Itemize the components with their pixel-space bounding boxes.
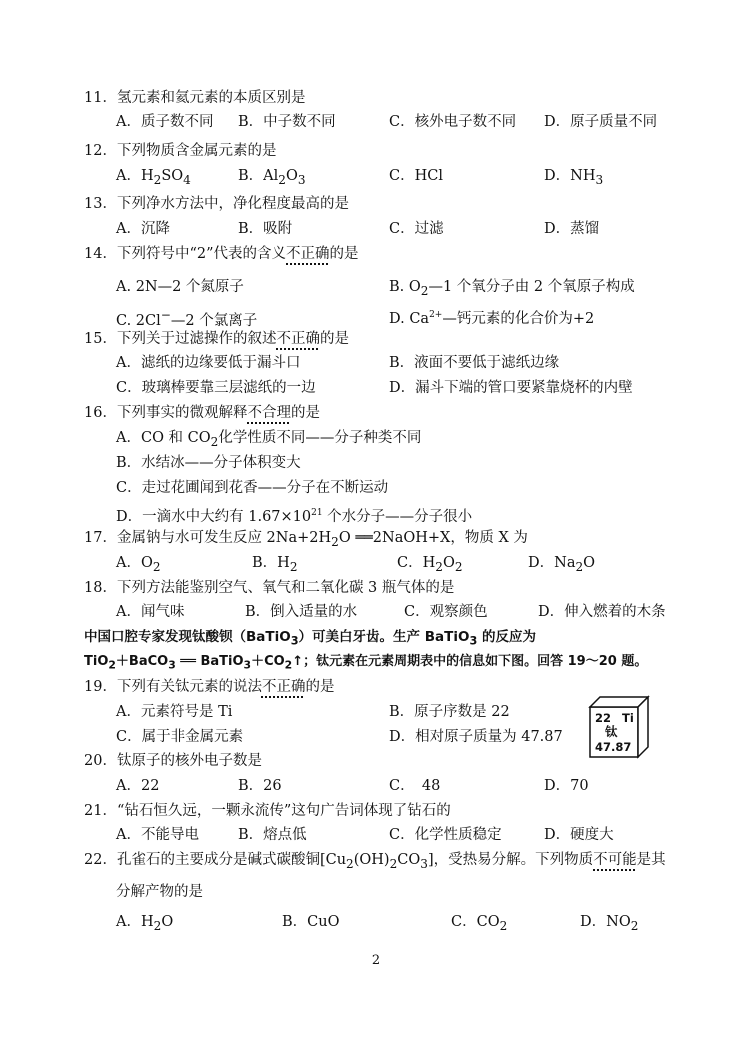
- q12-a-mid: SO: [161, 168, 184, 184]
- intro-l2-s2: 3: [168, 658, 176, 672]
- q12-a-sub2: 4: [183, 172, 191, 187]
- q17-b-pre: B．H: [252, 555, 290, 571]
- q22-stem-tail: 是其: [636, 852, 666, 868]
- q18-option-b: B．倒入适量的水: [245, 604, 358, 620]
- q15-stem-emphasis: 不正确: [276, 331, 320, 347]
- q12-option-c: C．HCl: [389, 168, 443, 184]
- q11-stem-text: 11．氢元素和氦元素的本质区别是: [84, 90, 306, 106]
- q14-d-pre: D. Ca: [389, 310, 430, 327]
- q18-option-d: D．伸入燃着的木条: [538, 604, 666, 620]
- q17-stem-sub: 2: [331, 534, 339, 549]
- element-mass: 47.87: [595, 740, 632, 754]
- q19-stem: [84, 677, 334, 697]
- q17-d-post: O: [583, 555, 596, 571]
- intro-l2-a: TiO: [84, 654, 109, 669]
- q16-a-pre: A．CO 和 CO: [116, 430, 211, 446]
- q15-stem-post: 的是: [319, 331, 349, 347]
- intro-l2-d: ＋CO: [251, 654, 285, 669]
- q17-option-a: [116, 553, 161, 577]
- q14-stem-emphasis: 不正确: [286, 246, 330, 262]
- q12-stem: 12．下列物质含金属元素的是: [84, 143, 277, 159]
- q20-option-d: D．70: [544, 778, 589, 794]
- q17-c-mid: O: [442, 555, 455, 571]
- q14-c-sup: −: [160, 308, 171, 322]
- q16-stem: [84, 403, 320, 423]
- q14-b-pre: B. O: [389, 279, 421, 295]
- q11-option-a: A．质子数不同: [116, 114, 214, 130]
- q22-stem-post: ]，受热易分解。下列物质: [427, 852, 594, 868]
- q17-option-b: [252, 553, 298, 577]
- q22-option-c: [451, 912, 507, 936]
- q14-option-b: [389, 277, 635, 301]
- q14-stem-post: 的是: [329, 246, 359, 262]
- intro-l2-s1: 2: [108, 658, 116, 672]
- q22-stem-s3: 3: [420, 856, 428, 871]
- q16-option-b: B．水结冰——分子体积变大: [116, 455, 301, 471]
- q11-option-b: B．中子数不同: [238, 114, 336, 130]
- q11-option-d: D．原子质量不同: [544, 114, 658, 130]
- q15-option-c: C．玻璃棒要靠三层滤纸的一边: [116, 380, 316, 396]
- q13-option-d: D．蒸馏: [544, 221, 600, 237]
- q19-option-c: C．属于非金属元素: [116, 729, 244, 745]
- q16-option-d: [116, 503, 472, 527]
- q12-option-a: [116, 166, 191, 190]
- intro-l2-s4: 2: [284, 658, 293, 672]
- q20-option-a: A．22: [116, 778, 160, 794]
- q17-stem-pre: 17．金属钠与水可发生反应 2Na+2H: [84, 530, 332, 546]
- q12-option-d: [544, 166, 603, 190]
- q16-stem-pre: 16．下列事实的微观解释: [84, 405, 248, 421]
- q17-stem: [84, 528, 528, 552]
- q14-stem-pre: 14．下列符号中“2”代表的含义: [84, 246, 287, 262]
- q22-stem-emphasis: 不可能: [593, 852, 637, 868]
- q22-a-pre: A．H: [116, 914, 154, 930]
- q21-option-d: D．硬度大: [544, 827, 614, 843]
- q20-option-b: B．26: [238, 778, 282, 794]
- q12-option-b: [238, 166, 306, 190]
- q22-stem-s2: 2: [389, 856, 398, 871]
- q17-c-sub1: 2: [435, 559, 443, 574]
- q14-option-a: A. 2N—2 个氮原子: [116, 279, 244, 295]
- q15-option-a: A．滤纸的边缘要低于漏斗口: [116, 355, 301, 371]
- intro-l1-pre: 中国口腔专家发现钛酸钡（BaTiO: [84, 629, 291, 645]
- q22-d-sub: 2: [630, 918, 639, 933]
- q12-b-mid: O: [285, 168, 298, 184]
- q11-stem: [84, 88, 305, 108]
- q13-stem: 13．下列净水方法中，净化程度最高的是: [84, 196, 349, 212]
- q22-a-post: O: [161, 914, 174, 930]
- page-number: 2: [371, 953, 381, 968]
- q17-option-c: [397, 553, 463, 577]
- q16-a-sub: 2: [210, 434, 219, 449]
- q22-stem-s1: 2: [346, 856, 354, 871]
- q19-stem-emphasis: 不正确: [261, 679, 306, 695]
- q22-option-b: B．CuO: [282, 914, 340, 930]
- q22-option-d: [580, 912, 638, 936]
- q22-stem-mid2: CO: [397, 852, 421, 868]
- q19-stem-post: 的是: [305, 679, 335, 695]
- q22-a-sub: 2: [153, 918, 162, 933]
- intro-l1-sub2: 3: [469, 634, 478, 648]
- q14-c-pre: C. 2Cl: [116, 312, 161, 329]
- q13-option-b: B．吸附: [238, 221, 293, 237]
- q19-option-b: B．原子序数是 22: [389, 704, 510, 720]
- q22-c-pre: C．CO: [451, 914, 500, 930]
- q22-c-sub: 2: [499, 918, 508, 933]
- q19-option-a: A．元素符号是 Ti: [116, 704, 233, 720]
- q18-option-a: A．闻气味: [116, 604, 185, 620]
- element-name: 钛: [605, 724, 618, 739]
- q13-option-a: A．沉降: [116, 221, 170, 237]
- intro-l1-post: 的反应为: [477, 629, 536, 645]
- q13-option-c: C．过滤: [389, 221, 444, 237]
- q12-a-sub1: 2: [153, 172, 162, 187]
- element-atomic-number: 22: [595, 711, 612, 725]
- q16-option-c: C．走过花圃闻到花香——分子在不断运动: [116, 480, 389, 496]
- q12-b-sub2: 3: [297, 172, 306, 187]
- q17-a-sub: 2: [152, 559, 161, 574]
- q18-option-c: C．观察颜色: [404, 604, 488, 620]
- q21-stem: 21．“钻石恒久远，一颗永流传”这句广告词体现了钻石的: [84, 803, 451, 819]
- q15-option-d: D．漏斗下端的管口要紧靠烧杯的内壁: [389, 380, 633, 396]
- q17-option-d: [528, 553, 595, 577]
- q22-stem: [84, 850, 666, 874]
- q16-option-a: [116, 428, 421, 452]
- q14-d-sup: 2+: [429, 310, 443, 320]
- intro-l2-e: ↑；钛元素在元素周期表中的信息如下图。回答 19～20 题。: [292, 654, 648, 669]
- q15-option-b: B．液面不要低于滤纸边缘: [389, 355, 560, 371]
- q12-d-text: D．NH: [544, 168, 596, 184]
- q12-b-text: B．Al: [238, 168, 279, 184]
- q21-option-b: B．熔点低: [238, 827, 307, 843]
- q17-d-pre: D．Na: [528, 555, 576, 571]
- q17-a-pre: A．O: [116, 555, 153, 571]
- q22-stem-mid: (OH): [353, 852, 390, 868]
- intro-l1-mid: ）可美白牙齿。生产 BaTiO: [298, 629, 470, 645]
- q22-stem-line-2: 分解产物的是: [116, 884, 203, 900]
- q15-stem: [84, 329, 349, 349]
- q16-d-pre: D．一滴水中大约有 1.67×10: [116, 508, 312, 525]
- q16-a-post: 化学性质不同——分子种类不同: [218, 430, 422, 446]
- q16-stem-post: 的是: [290, 405, 320, 421]
- intro-line-2: [84, 652, 647, 676]
- q15-stem-pre: 15．下列关于过滤操作的叙述: [84, 331, 277, 347]
- q17-c-pre: C．H: [397, 555, 436, 571]
- q17-d-sub: 2: [575, 559, 584, 574]
- q12-d-sub1: 3: [595, 172, 604, 187]
- q14-b-sub: 2: [420, 283, 429, 298]
- q14-b-post: —1 个氧分子由 2 个氧原子构成: [428, 279, 635, 295]
- q17-c-sub2: 2: [454, 559, 463, 574]
- q21-option-a: A．不能导电: [116, 827, 199, 843]
- q19-option-d: D．相对原子质量为 47.87: [389, 729, 563, 745]
- q16-stem-emphasis: 不合理: [247, 405, 291, 421]
- intro-line-1: [84, 627, 536, 652]
- q22-stem-pre: 22．孔雀石的主要成分是碱式碳酸铜[Cu: [84, 852, 347, 868]
- q17-stem-post: O ══2NaOH+X，物质 X 为: [338, 530, 528, 546]
- q11-option-c: C．核外电子数不同: [389, 114, 517, 130]
- q12-b-sub1: 2: [278, 172, 286, 187]
- periodic-table-cell-titanium: [588, 695, 650, 759]
- q22-option-a: [116, 912, 173, 936]
- intro-l2-s3: 3: [243, 658, 252, 672]
- q14-stem: [84, 244, 359, 264]
- q14-d-post: —钙元素的化合价为+2: [442, 310, 595, 327]
- q14-option-c: [116, 305, 257, 331]
- intro-l2-c: ══ BaTiO: [175, 654, 244, 669]
- q18-stem: 18．下列方法能鉴别空气、氧气和二氧化碳 3 瓶气体的是: [84, 580, 455, 596]
- q16-d-post: 个水分子——分子很小: [322, 508, 473, 525]
- q17-b-sub: 2: [289, 559, 298, 574]
- intro-l2-b: ＋BaCO: [115, 654, 169, 669]
- q14-c-post: —2 个氯离子: [170, 312, 258, 329]
- intro-l1-sub: 3: [290, 634, 299, 648]
- element-symbol: Ti: [622, 711, 634, 725]
- q16-d-sup: 21: [311, 508, 323, 518]
- q20-stem: 20．钛原子的核外电子数是: [84, 753, 262, 769]
- q19-stem-pre: 19．下列有关钛元素的说法: [84, 679, 262, 695]
- q20-option-c: C． 48: [389, 778, 441, 794]
- q22-d-pre: D．NO: [580, 914, 631, 930]
- q12-a-text: A．H: [116, 168, 154, 184]
- q21-option-c: C．化学性质稳定: [389, 827, 502, 843]
- q14-option-d: [389, 305, 594, 329]
